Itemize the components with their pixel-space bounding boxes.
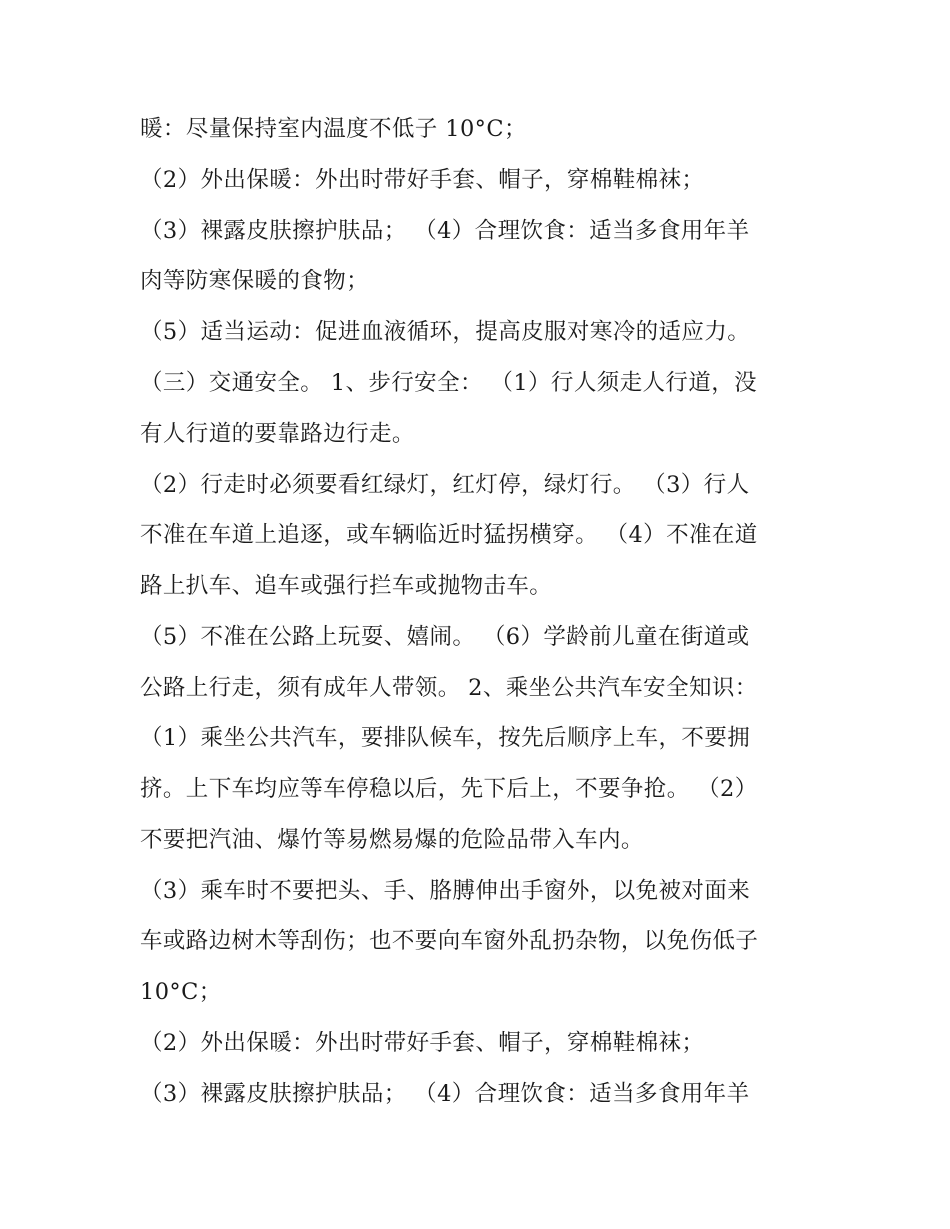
- text-line: （3）裸露皮肤擦护肤品； （4）合理饮食：适当多食用年羊: [140, 218, 750, 244]
- text-line: （2）外出保暖：外出时带好手套、帽子，穿棉鞋棉袜；: [140, 1030, 705, 1056]
- text-line: （5）不准在公路上玩耍、嬉闹。 （6）学龄前儿童在街道或: [140, 624, 750, 650]
- text-line: 公路上行走，须有成年人带领。 2、乘坐公共汽车安全知识：: [140, 675, 758, 701]
- text-line: 肉等防寒保暖的食物；: [140, 268, 370, 294]
- text-line: 10°C；: [140, 979, 222, 1005]
- text-line: （3）乘车时不要把头、手、胳膊伸出手窗外，以免被对面来: [140, 878, 751, 904]
- text-line: 暖：尽量保持室内温度不低子 10°C；: [140, 116, 527, 142]
- text-line: 车或路边树木等刮伤；也不要向车窗外乱扔杂物，以免伤低子: [140, 928, 759, 954]
- text-line: （2）外出保暖：外出时带好手套、帽子，穿棉鞋棉袜；: [140, 167, 705, 193]
- text-line: （5）适当运动：促进血液循环，提高皮服对寒冷的适应力。: [140, 319, 751, 345]
- text-line: 路上扒车、追车或强行拦车或抛物击车。: [140, 573, 553, 599]
- text-line: （3）裸露皮肤擦护肤品； （4）合理饮食：适当多食用年羊: [140, 1081, 750, 1107]
- text-line: （三）交通安全。 1、步行安全： （1）行人须走人行道，没: [140, 370, 758, 396]
- text-line: （1）乘坐公共汽车，要排队候车，按先后顺序上车，不要拥: [140, 725, 751, 751]
- text-line: 不要把汽油、爆竹等易燃易爆的危险品带入车内。: [140, 827, 644, 853]
- text-line: 不准在车道上追逐，或车辆临近时猛拐横穿。 （4）不准在道: [140, 522, 758, 548]
- text-line: 挤。上下车均应等车停稳以后，先下后上，不要争抢。 （2）: [140, 776, 758, 802]
- text-line: 有人行道的要靠路边行走。: [140, 421, 415, 447]
- text-line: （2）行走时必须要看红绿灯，红灯停，绿灯行。 （3）行人: [140, 472, 750, 498]
